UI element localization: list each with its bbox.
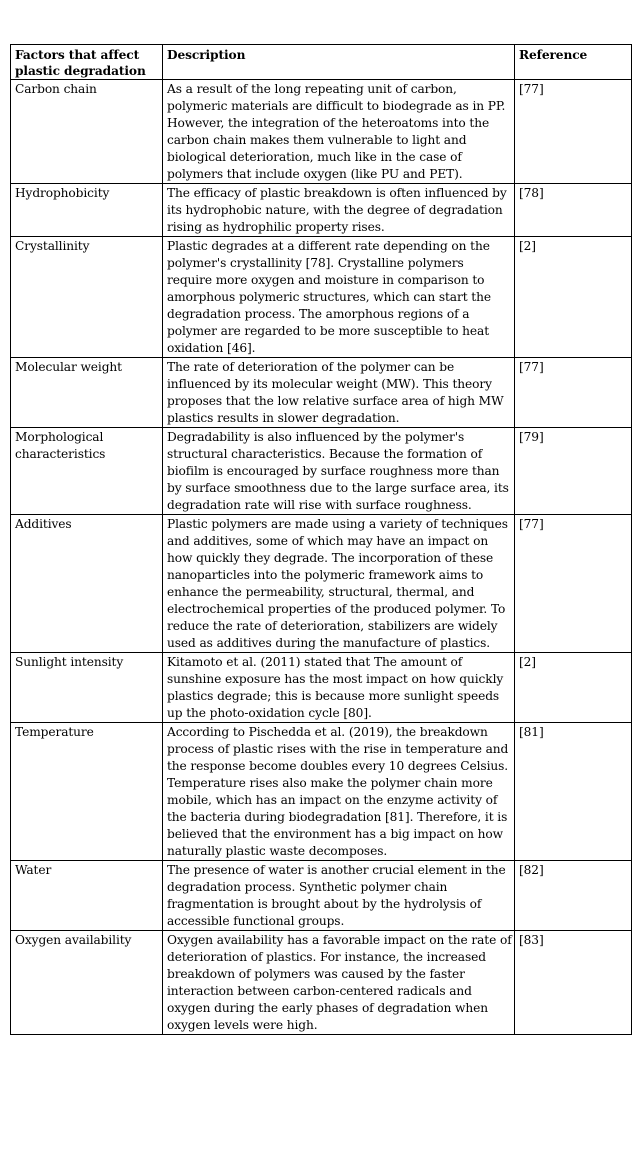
description-cell: Plastic polymers are made using a variety of techniques and additives, some of which may have an impact on how quickly they degrade. The incorporation of these nanoparticles into the polymeric framework aims to enhance the permeability, structural, thermal, and electrochemical properties of the produced polymer. To reduce the rate of deterioration, stabilizers are widely used as additives during the manufacture of plastics.: [163, 515, 515, 653]
factor-cell: Additives: [11, 515, 163, 653]
description-cell: The efficacy of plastic breakdown is often influenced by its hydrophobic nature, with the degree of degradation rising as hydrophilic property rises.: [163, 184, 515, 237]
table-row: [11, 515, 632, 653]
plastic-degradation-table: [10, 44, 632, 1035]
reference-cell: [2]: [515, 237, 632, 358]
description-cell: Kitamoto et al. (2011) stated that The amount of sunshine exposure has the most impact on how quickly plastics degrade; this is because more sunlight speeds up the photo-oxidation cycle [80].: [163, 653, 515, 723]
table-row: [11, 428, 632, 515]
table-row: [11, 861, 632, 931]
table-row: [11, 184, 632, 237]
header-description: Description: [163, 45, 515, 80]
plastic-degradation-table-container: [10, 44, 631, 1035]
table-row: [11, 80, 632, 184]
table-row: [11, 931, 632, 1035]
factor-cell: Crystallinity: [11, 237, 163, 358]
description-cell: Oxygen availability has a favorable impact on the rate of deterioration of plastics. For instance, the increased breakdown of polymers was caused by the faster interaction between carbon-centered radicals and oxygen during the early phases of degradation when oxygen levels were high.: [163, 931, 515, 1035]
factor-cell: Sunlight intensity: [11, 653, 163, 723]
reference-cell: [79]: [515, 428, 632, 515]
reference-cell: [78]: [515, 184, 632, 237]
table-header-row: [11, 45, 632, 80]
description-cell: Degradability is also influenced by the polymer's structural characteristics. Because the formation of biofilm is encouraged by surface roughness more than by surface smoothness due to the large surface area, its degradation rate will rise with surface roughness.: [163, 428, 515, 515]
reference-cell: [77]: [515, 80, 632, 184]
header-reference: Reference: [515, 45, 632, 80]
table-row: [11, 358, 632, 428]
reference-cell: [77]: [515, 358, 632, 428]
factor-cell: Water: [11, 861, 163, 931]
reference-cell: [82]: [515, 861, 632, 931]
reference-cell: [2]: [515, 653, 632, 723]
description-cell: The rate of deterioration of the polymer can be influenced by its molecular weight (MW). This theory proposes that the low relative surface area of high MW plastics results in slower degradation.: [163, 358, 515, 428]
description-cell: The presence of water is another crucial element in the degradation process. Synthetic polymer chain fragmentation is brought about by the hydrolysis of accessible functional groups.: [163, 861, 515, 931]
factor-cell: Temperature: [11, 723, 163, 861]
table-row: [11, 653, 632, 723]
factor-cell: Carbon chain: [11, 80, 163, 184]
header-factors: Factors that affect plastic degradation: [11, 45, 163, 80]
reference-cell: [77]: [515, 515, 632, 653]
reference-cell: [81]: [515, 723, 632, 861]
table-row: [11, 723, 632, 861]
factor-cell: Hydrophobicity: [11, 184, 163, 237]
factor-cell: Molecular weight: [11, 358, 163, 428]
description-cell: According to Pischedda et al. (2019), the breakdown process of plastic rises with the rise in temperature and the response become doubles every 10 degrees Celsius. Temperature rises also make the polymer chain more mobile, which has an impact on the enzyme activity of the bacteria during biodegradation [81]. Therefore, it is believed that the environment has a big impact on how naturally plastic waste decomposes.: [163, 723, 515, 861]
reference-cell: [83]: [515, 931, 632, 1035]
table-row: [11, 237, 632, 358]
description-cell: Plastic degrades at a different rate depending on the polymer's crystallinity [78]. Crystalline polymers require more oxygen and moisture in comparison to amorphous polymeric structures, which can start the degradation process. The amorphous regions of a polymer are regarded to be more susceptible to heat oxidation [46].: [163, 237, 515, 358]
factor-cell: Oxygen availability: [11, 931, 163, 1035]
factor-cell: Morphological characteristics: [11, 428, 163, 515]
description-cell: As a result of the long repeating unit of carbon, polymeric materials are difficult to biodegrade as in PP. However, the integration of the heteroatoms into the carbon chain makes them vulnerable to light and biological deterioration, much like in the case of polymers that include oxygen (like PU and PET).: [163, 80, 515, 184]
